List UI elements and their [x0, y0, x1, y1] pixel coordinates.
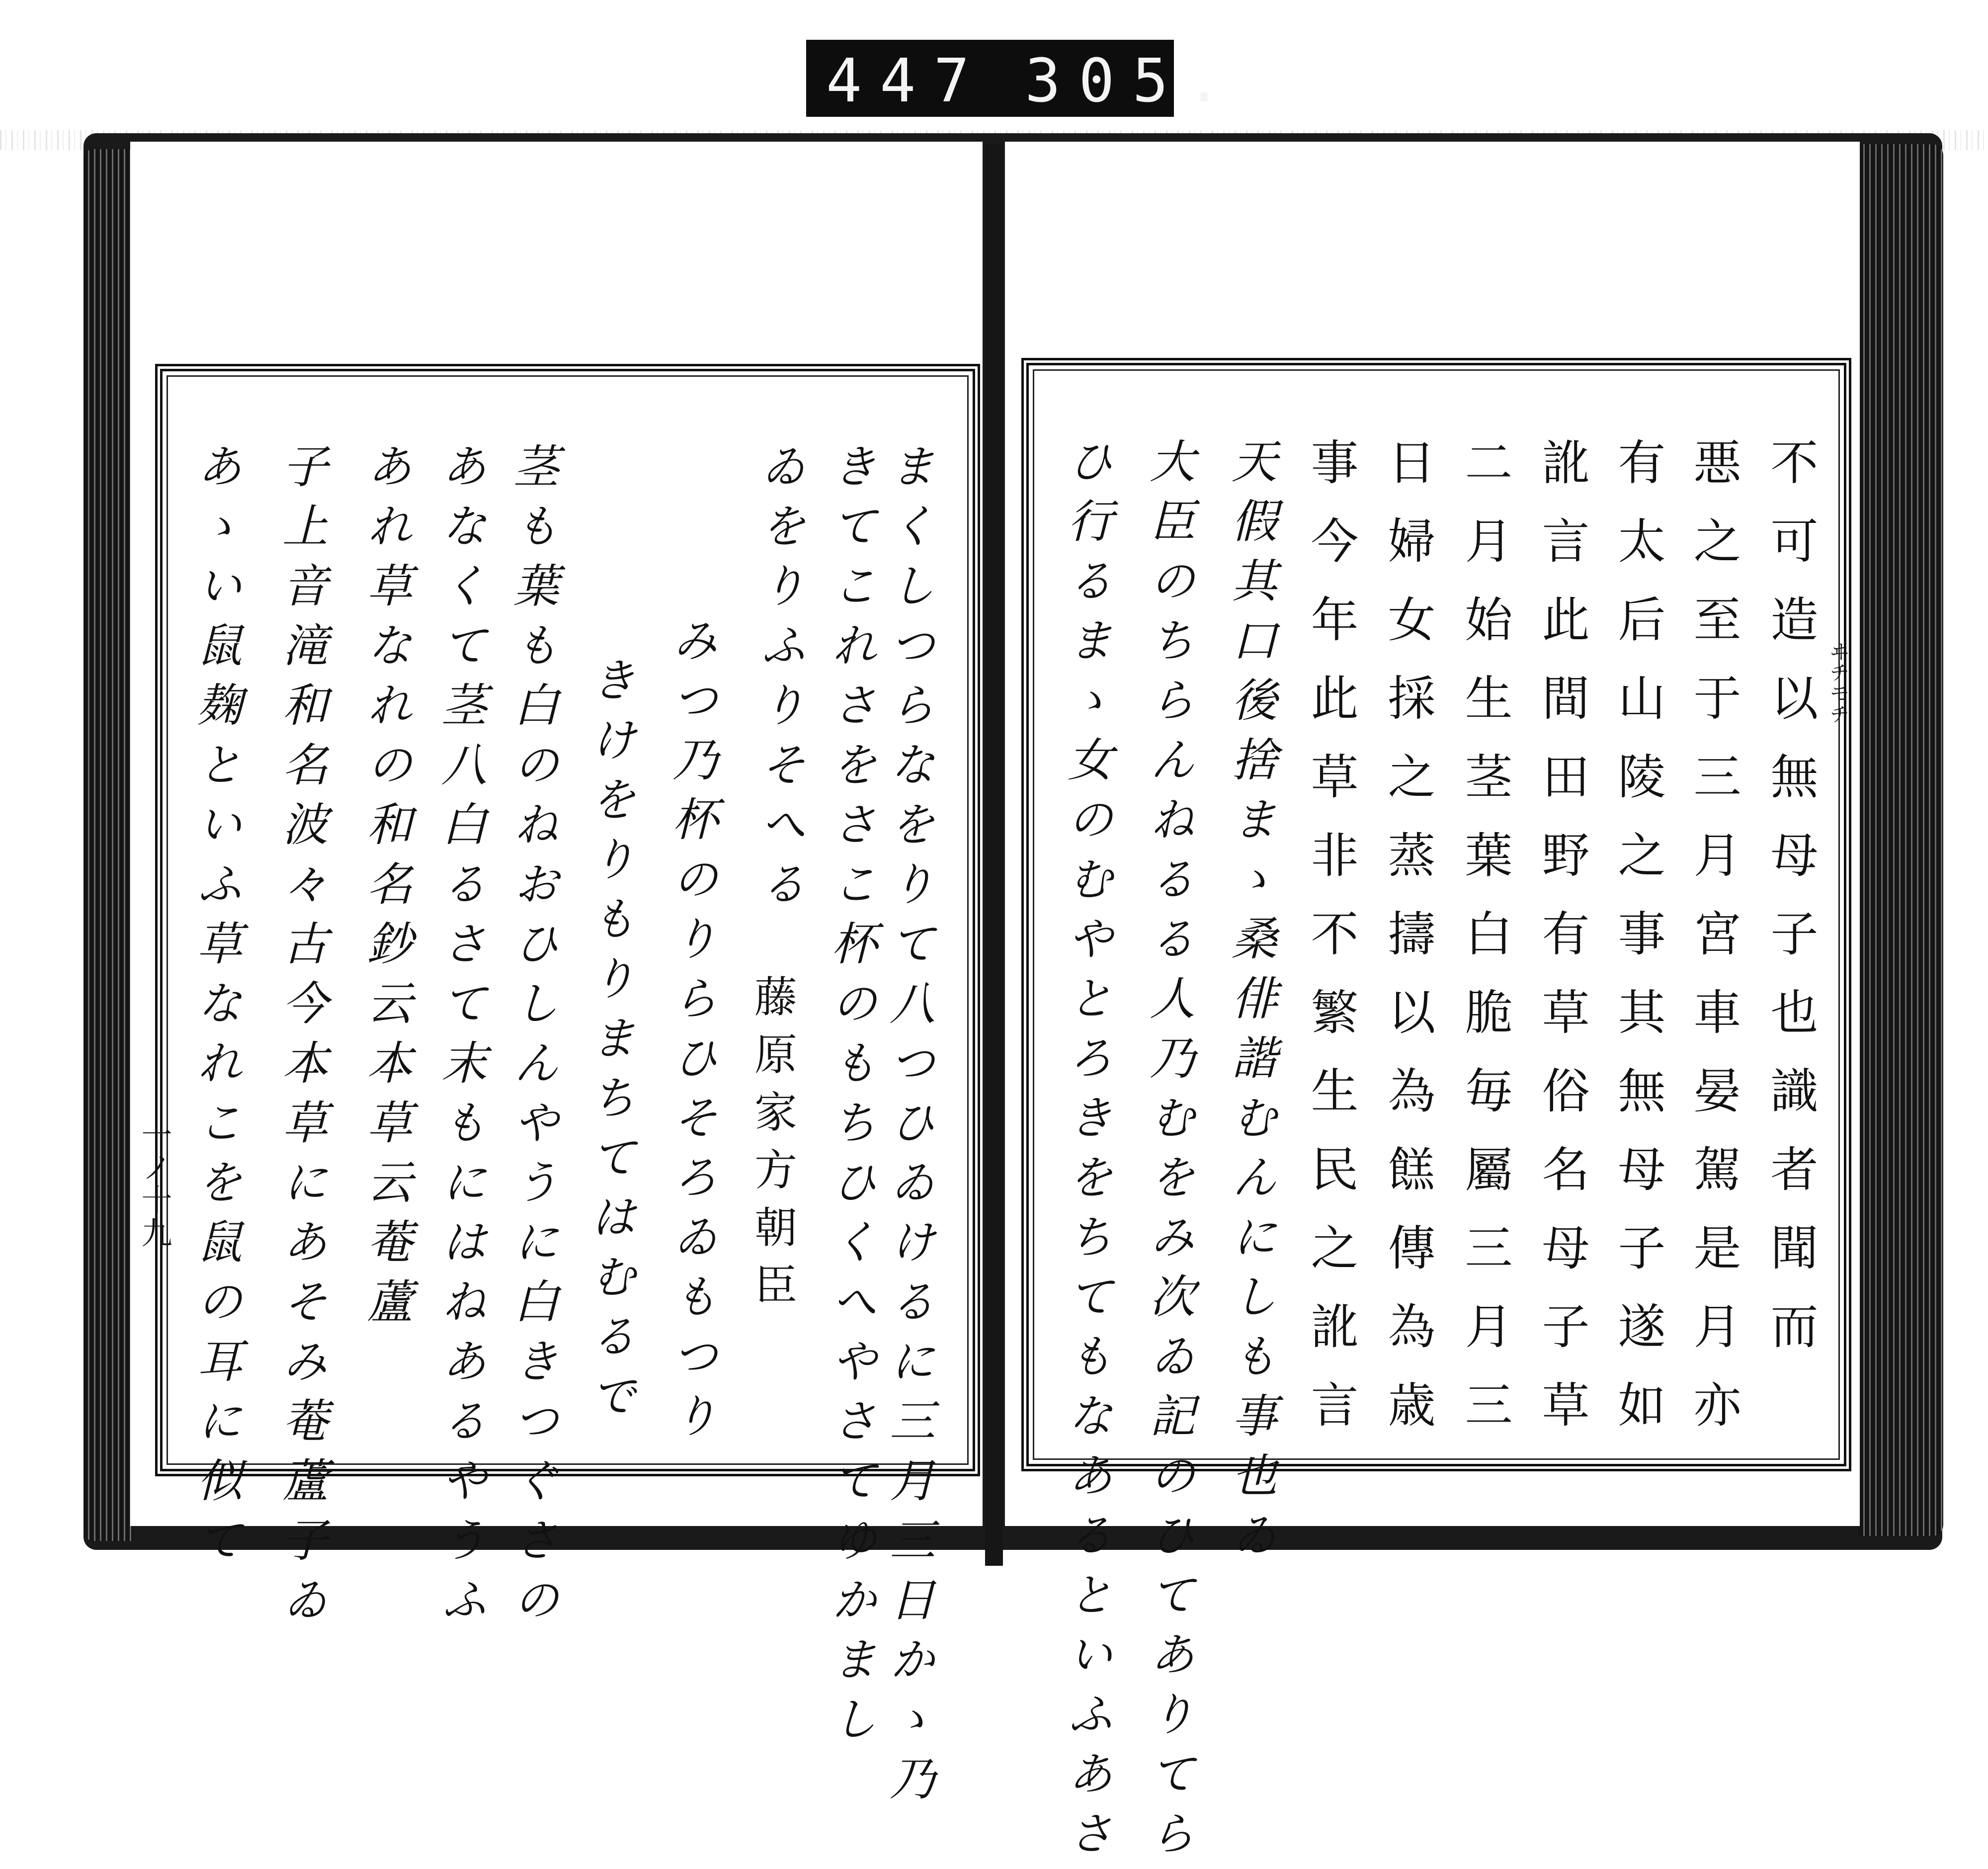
right-column-6: 日婦女採之蒸擣以為餻傳為歳 [1380, 437, 1436, 1458]
left-column-2: きてこれさをさこ杯のもちひくへやさてゆかまし [824, 442, 877, 1755]
call-number-right: 305. [1025, 47, 1240, 116]
book-edge-left [83, 149, 133, 1541]
right-column-10: ひ行るまゝ女のむやとろきをちてもなあるといふあさ [1060, 437, 1113, 1869]
left-column-10: 子上音滝和名波々古今本草にあそみ菴蘆子ゐ [275, 442, 328, 1635]
left-column-3: ゐをりふりそへる [753, 442, 806, 920]
book-gutter [985, 144, 1003, 1566]
right-column-1: 不可造以無母子也識者聞而 [1763, 437, 1819, 1380]
left-column-1: まくしつらなをりて八つひゐけるに三月三日かゝ乃 [882, 442, 935, 1814]
left-column-8: あなくて茎八白るさて末もにはねあるやうふ [434, 442, 487, 1635]
call-number-label [806, 40, 1240, 117]
right-column-9: 大臣のちらんねるる人乃むをみ次ゐ記のひてありてら [1142, 437, 1195, 1869]
right-column-4: 訛言此間田野有草俗名母子草 [1534, 437, 1590, 1458]
page-number: 一ノ十九 [136, 1118, 172, 1250]
ruby-annotation: ヰチモチ [1826, 641, 1849, 725]
left-column-author: 藤原家方朝臣 [747, 974, 797, 1320]
right-column-5: 二月始生茎葉白脆毎屬三月三 [1457, 437, 1513, 1458]
right-column-3: 有太后山陵之事其無母子遂如 [1610, 437, 1666, 1458]
left-column-7: 茎も葉も白のねおひしんやうに白きつぐさの [506, 442, 559, 1635]
left-column-11: あゝい鼠麹といふ草なれこを鼠の耳に似て [189, 442, 243, 1576]
right-column-8: 天假其口後捨まゝ桑俳諧むんにしも事也ゐ [1224, 437, 1277, 1571]
left-column-poem-1: みつ乃杯のりらひそろゐもつり [665, 616, 718, 1451]
left-column-9: あれ草なれの和名鈔云本草云菴蘆 [359, 442, 413, 1337]
call-number-left: 447 [826, 47, 988, 116]
left-column-poem-2: きけをりもりまちてはむるで [583, 656, 636, 1432]
right-column-2: 悪之至于三月宮車晏駕是月亦 [1686, 437, 1741, 1458]
right-column-7: 事今年此草非不繁生民之訛言 [1303, 437, 1359, 1458]
book-edge-right [1859, 144, 1943, 1536]
